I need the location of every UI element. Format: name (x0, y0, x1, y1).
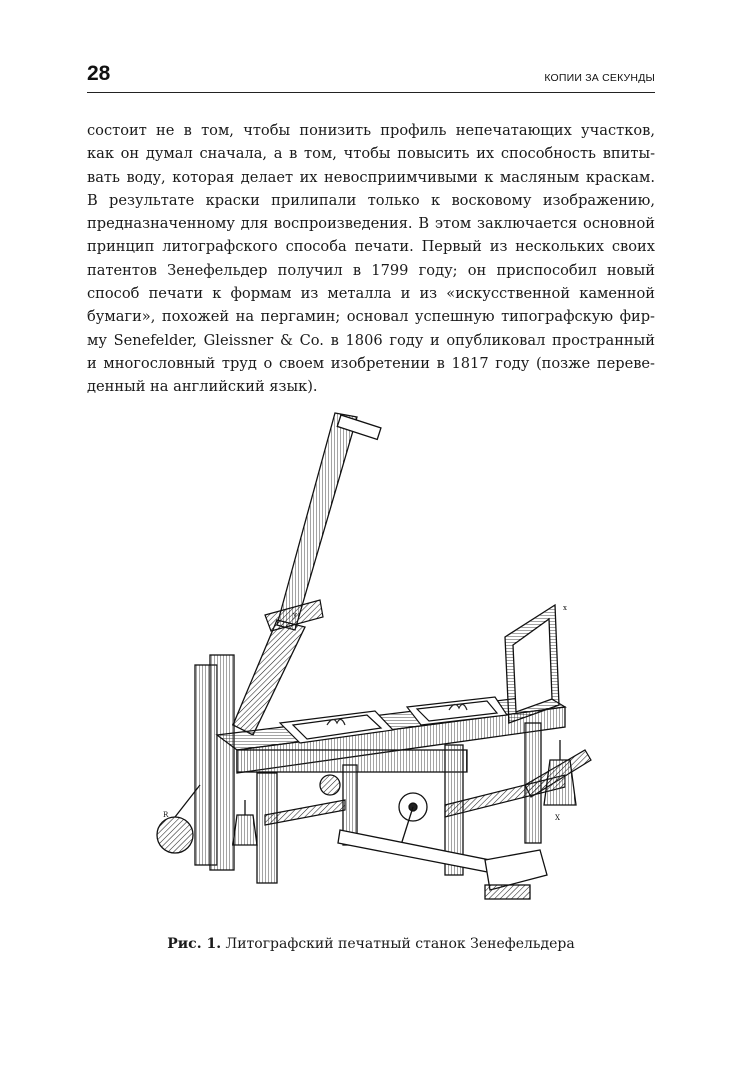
page-number: 28 (87, 62, 111, 85)
left-post (195, 655, 234, 870)
text-line: бумаги», похожей на пергамин; основал успешную типографскую фир- (87, 308, 655, 326)
text-line: принцип литографского способа печати. Первый из нескольких своих (87, 238, 655, 256)
text-line: как он думал сначала, а в том, чтобы повысить их способность впиты- (87, 145, 655, 163)
counterweight-ball (157, 785, 200, 853)
lithographic-press-illustration (145, 405, 605, 920)
text-line: В результате краски прилипали только к восковому изображению, (87, 191, 655, 209)
svg-text:R: R (163, 811, 169, 819)
text-line: вать воду, которая делает их невосприимчивыми к масляным краскам. (87, 168, 655, 186)
figure-caption-label: Рис. 1. (167, 936, 222, 952)
running-head: КОПИИ ЗА СЕКУНДЫ (544, 72, 655, 84)
text-line: му Senefelder, Gleissner & Co. в 1806 году и опубликовал пространный (87, 331, 655, 349)
text-line: денный на английский язык). (87, 378, 318, 396)
long-lever-arm (233, 413, 381, 735)
figure-caption (87, 936, 655, 952)
body-text (87, 119, 655, 399)
text-line: и многословный труд о своем изобретении в 1817 году (позже переве- (87, 354, 655, 372)
text-line: патентов Зенефельдер получил в 1799 году; он приспособил новый (87, 261, 655, 279)
header-rule (87, 92, 655, 93)
text-line: предназначенному для воспроизведения. В этом заключается основной (87, 215, 655, 233)
text-line: способ печати к формам из металла и из «искусственной каменной (87, 285, 655, 303)
frame-tympan (505, 605, 559, 723)
figure-caption-text: Литографский печатный станок Зенефельдера (225, 936, 575, 952)
svg-text:y: y (293, 611, 297, 619)
svg-text:X: X (555, 814, 560, 822)
foot-lever (338, 830, 547, 899)
text-line: состоит не в том, чтобы понизить профиль непечатающих участков, (87, 122, 655, 139)
svg-text:x: x (563, 604, 567, 612)
